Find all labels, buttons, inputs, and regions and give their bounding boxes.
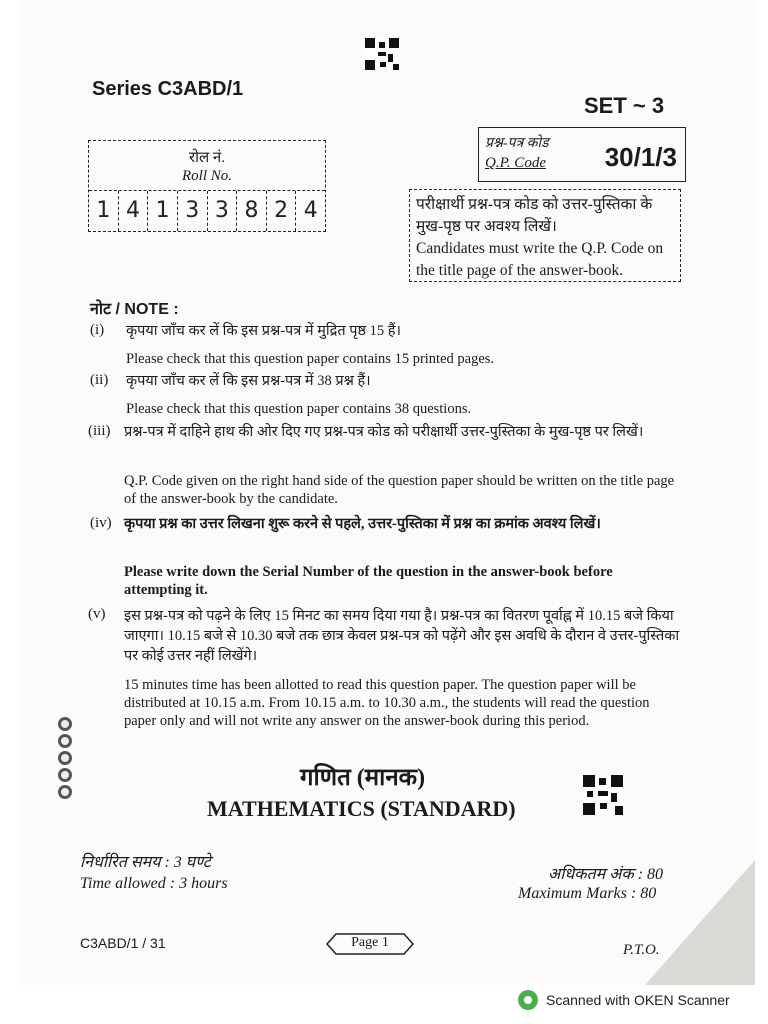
scanner-text: Scanned with OKEN Scanner bbox=[546, 992, 730, 1008]
candidate-notice-hindi: परीक्षार्थी प्रश्न-पत्र कोड को उत्तर-पुस्तिका के मुख-पृष्ठ पर अवश्य लिखें। bbox=[416, 196, 653, 235]
qp-code-box bbox=[478, 127, 686, 182]
note-hindi: इस प्रश्न-पत्र को पढ़ने के लिए 15 मिनट का समय दिया गया है। प्रश्न-पत्र का वितरण पूर्वाह्न में 10.15 बजे किया जाएगा। 10.15 बजे से 10.30 बजे तक छात्र केवल प्रश्न-पत्र को पढ़ेंगे और इस अवधि के दौरान वे उत्तर-पुस्तिका पर कोई उत्तर नहीं लिखेंगे। bbox=[124, 608, 680, 664]
ring-icon bbox=[58, 785, 72, 799]
qp-code-value: 30/1/3 bbox=[604, 142, 677, 172]
roll-digit: 4 bbox=[119, 191, 149, 231]
ring-icon bbox=[58, 751, 72, 765]
note-english: Please write down the Serial Number of the question in the answer-book before attempting it. bbox=[124, 564, 613, 598]
binding-rings bbox=[58, 717, 76, 802]
qp-label-hindi: प्रश्न-पत्र कोड bbox=[485, 136, 549, 151]
subject-english: MATHEMATICS (STANDARD) bbox=[207, 796, 516, 821]
note-number: (v) bbox=[88, 606, 106, 622]
max-marks-english: Maximum Marks : 80 bbox=[518, 885, 657, 902]
time-allowed-english: Time allowed : 3 hours bbox=[80, 875, 228, 892]
note-hindi: कृपया प्रश्न का उत्तर लिखना शुरू करने से पहले, उत्तर-पुस्तिका में प्रश्न का क्रमांक अवश्य लिखें। bbox=[124, 516, 601, 532]
note-number: (ii) bbox=[90, 372, 109, 388]
roll-digit: 1 bbox=[89, 191, 119, 231]
note-english: Q.P. Code given on the right hand side of the question paper should be written on the title page of the answer-book by the candidate. bbox=[124, 473, 675, 507]
note-hindi: कृपया जाँच कर लें कि इस प्रश्न-पत्र में मुद्रित पृष्ठ 15 हैं। bbox=[126, 323, 401, 339]
ring-icon bbox=[58, 734, 72, 748]
roll-label-hindi: रोल नं. bbox=[188, 150, 225, 166]
note-english: 15 minutes time has been allotted to read this question paper. The question paper will be distributed at 10.15 a.m. From 10.15 a.m. to 10.30 a.m., the students will read the question paper only and will not write any answer on the answer-book during this period. bbox=[124, 677, 650, 729]
roll-digit: 1 bbox=[148, 191, 178, 231]
roll-label-english: Roll No. bbox=[181, 168, 232, 184]
qr-code-icon bbox=[583, 775, 623, 815]
paper-code-footer: C3ABD/1 / 31 bbox=[80, 935, 166, 951]
roll-digit-cells bbox=[89, 190, 325, 231]
page-number-tag bbox=[326, 932, 414, 956]
note-english: Please check that this question paper contains 15 printed pages. bbox=[126, 351, 495, 367]
note-number: (iii) bbox=[88, 423, 111, 439]
note-number: (i) bbox=[90, 322, 105, 338]
series-label: Series C3ABD/1 bbox=[92, 78, 244, 100]
roll-digit: 3 bbox=[208, 191, 238, 231]
ring-icon bbox=[58, 768, 72, 782]
note-hindi: कृपया जाँच कर लें कि इस प्रश्न-पत्र में 38 प्रश्न हैं। bbox=[126, 373, 371, 389]
ring-icon bbox=[58, 717, 72, 731]
roll-digit: 2 bbox=[267, 191, 297, 231]
subject-hindi: गणित (मानक) bbox=[300, 765, 426, 791]
qp-label-english: Q.P. Code bbox=[485, 155, 546, 171]
oken-logo-icon bbox=[518, 990, 538, 1010]
page-number-label: Page 1 bbox=[351, 935, 389, 950]
roll-number-box bbox=[88, 140, 326, 232]
roll-digit: 4 bbox=[303, 198, 318, 223]
max-marks-hindi: अधिकतम अंक : 80 bbox=[548, 866, 664, 883]
time-allowed-hindi: निर्धारित समय : 3 घण्टे bbox=[80, 854, 211, 871]
candidate-notice-english: Candidates must write the Q.P. Code on the title page of the answer-book. bbox=[416, 240, 664, 279]
pto-label: P.T.O. bbox=[623, 942, 660, 958]
roll-digit: 8 bbox=[237, 191, 267, 231]
roll-digit: 3 bbox=[178, 191, 208, 231]
scanner-watermark bbox=[518, 990, 730, 1010]
qr-code-icon bbox=[365, 38, 399, 70]
candidate-notice-box bbox=[409, 189, 681, 282]
note-hindi: प्रश्न-पत्र में दाहिने हाथ की ओर दिए गए प्रश्न-पत्र कोड को परीक्षार्थी उत्तर-पुस्तिका के मुख-पृष्ठ पर लिखें। bbox=[124, 424, 644, 440]
note-heading: नोट / NOTE : bbox=[90, 301, 179, 318]
note-number: (iv) bbox=[90, 515, 112, 531]
set-label: SET ~ 3 bbox=[584, 93, 665, 118]
note-english: Please check that this question paper contains 38 questions. bbox=[126, 401, 472, 417]
